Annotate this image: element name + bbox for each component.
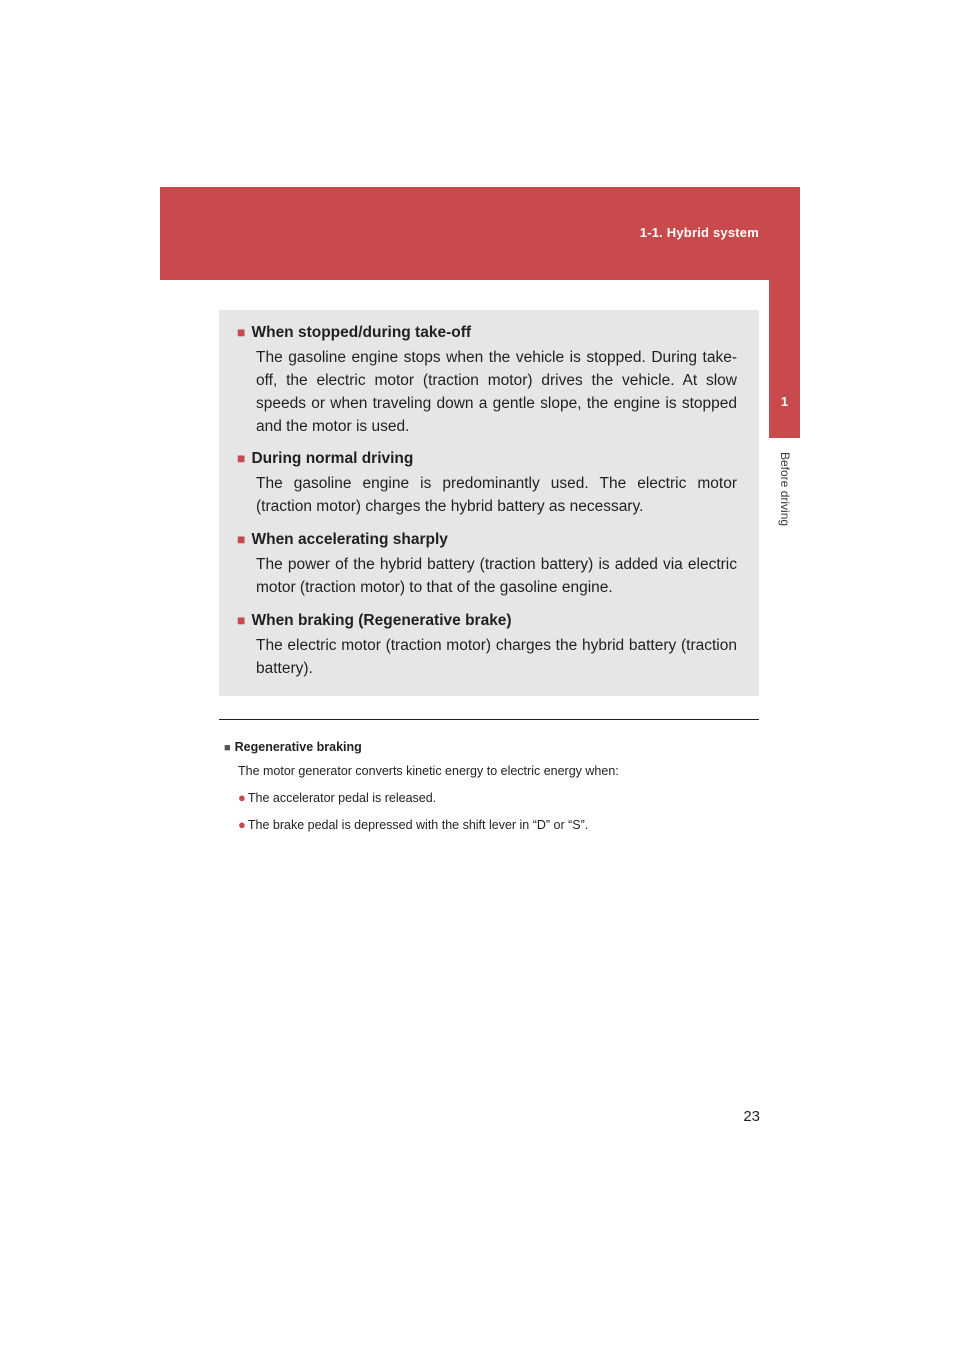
chapter-number: 1: [780, 394, 789, 409]
section-body: The power of the hybrid battery (traction battery) is added via electric motor (traction motor) to that of the gasoline engine.: [256, 556, 737, 596]
chapter-tab: [769, 280, 800, 438]
section-stopped-takeoff: [237, 320, 737, 438]
list-item: ● The accelerator pedal is released.: [238, 790, 437, 805]
section-header-band: [160, 187, 800, 280]
section-heading: When stopped/during take-off: [251, 324, 472, 341]
list-item: ● The brake pedal is depressed with the shift lever in “D” or “S”.: [238, 817, 589, 832]
section-accelerating-sharply: [237, 527, 737, 599]
notes-intro: The motor generator converts kinetic energy to electric energy when:: [238, 764, 619, 778]
section-normal-driving: [237, 446, 737, 518]
section-heading: When accelerating sharply: [251, 531, 448, 548]
circle-bullet-icon: ●: [238, 817, 246, 832]
section-body: The gasoline engine stops when the vehicle is stopped. During take-off, the electric motor (traction motor) drives the vehicle. At slow speeds or when traveling down a gentle slope, the engine is stopped and the motor is used.: [256, 349, 737, 435]
section-heading: During normal driving: [251, 450, 414, 467]
square-bullet-icon: ■: [224, 742, 231, 754]
hybrid-operation-info-box: [219, 310, 759, 696]
square-bullet-icon: ■: [237, 324, 246, 340]
circle-bullet-icon: ●: [238, 790, 246, 805]
section-body: The gasoline engine is predominantly used. The electric motor (traction motor) charges the hybrid battery as necessary.: [256, 475, 737, 515]
section-body: The electric motor (traction motor) charges the hybrid battery (traction battery).: [256, 637, 737, 677]
square-bullet-icon: ■: [237, 450, 246, 466]
square-bullet-icon: ■: [237, 531, 246, 547]
notes-heading: Regenerative braking: [234, 740, 362, 754]
chapter-label: Before driving: [778, 452, 792, 527]
section-regenerative-brake: [237, 608, 737, 680]
page-number: 23: [743, 1108, 760, 1125]
divider-line: [219, 719, 759, 720]
square-bullet-icon: ■: [237, 612, 246, 628]
section-heading: When braking (Regenerative brake): [251, 612, 512, 629]
section-title: 1-1. Hybrid system: [639, 225, 759, 240]
notes-section: [224, 737, 754, 834]
